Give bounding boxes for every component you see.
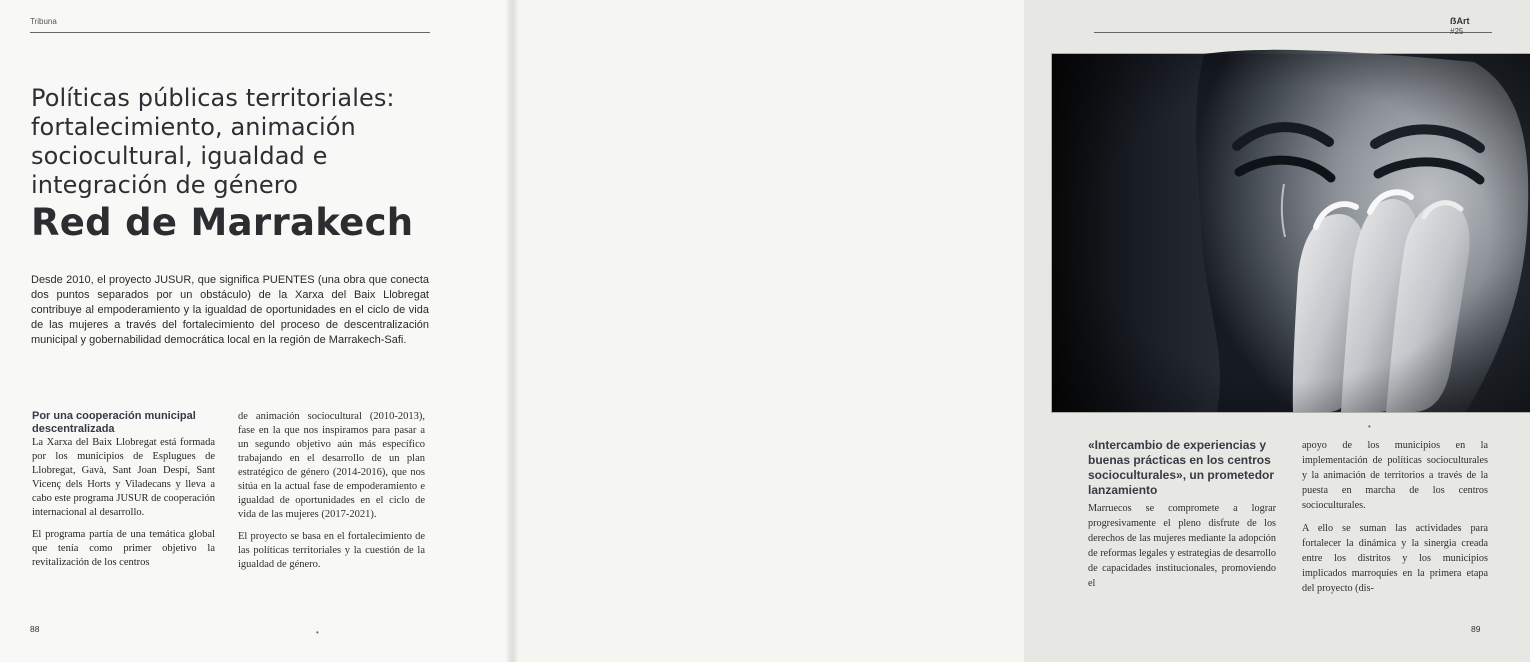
portrait-photo-art: [1052, 54, 1530, 412]
left-page: [0, 0, 512, 662]
paragraph-4: El proyecto se basa en el fortalecimiento de las políticas territoriales y la cuestión de la igualdad de género.: [238, 531, 425, 570]
intro-paragraph: Desde 2010, el proyecto JUSUR, que significa PUENTES (una obra que conecta dos puntos separados por un obstáculo) de la Xarxa del Baix Llobregat contribuye al empoderamiento y la igualdad de oportunidades en el ciclo de vida de las mujeres a través del fortalecimiento del proceso de descentralización municipal y gobernabilidad democrática local en la región de Marrakech-Safi.: [31, 274, 429, 346]
left-header-rule: [30, 32, 430, 33]
paragraph-6: apoyo de los municipios en la implementación de políticas socioculturales y la animación de territorios a través de la puesta en marcha de los centros socioculturales.: [1302, 440, 1488, 511]
right-center-mark: •: [1368, 422, 1371, 431]
issue-number: #25: [1450, 27, 1464, 36]
magazine-logo: ẞArt: [1450, 16, 1470, 26]
photo-vignette: [1052, 54, 1530, 412]
right-column-2: [1302, 438, 1488, 604]
right-page-number: 89: [1471, 624, 1481, 634]
paragraph-7: A ello se suman las actividades para fortalecer la dinámica y la sinergia creada entre los distritos y los municipios implicados marroquíes en la primera etapa del proyecto (dis-: [1302, 523, 1488, 594]
section-label: Tribuna: [30, 17, 57, 26]
paragraph-2: El programa partía de una temática global que tenía como primer objetivo la revitalización de los centros: [32, 529, 215, 568]
paragraph-1: La Xarxa del Baix Llobregat está formada por los municipios de Esplugues de Llobregat, Gavà, Sant Joan Despí, Sant Vicenç dels Horts y Viladecans y lleva a cabo este programa JUSUR de cooperación internacional al desarrollo.: [32, 437, 215, 518]
right-page: [512, 0, 1488, 662]
left-column-1: [32, 410, 215, 578]
paragraph-3: de animación sociocultural (2010-2013), fase en la que nos inspiramos para pasar a un segundo objetivo aún más específico trabajando en el desarrollo de un plan estratégico de género (2014-2016), que nos sitúa en la actual fase de empoderamiento e igualdad de oportunidades en el ciclo de vida de las mujeres (2017-2021).: [238, 411, 425, 520]
right-header-rule: [1094, 32, 1492, 33]
main-subtitle: Red de Marrakech: [31, 201, 414, 244]
paragraph-5: Marruecos se compromete a lograr progresivamente el pleno disfrute de los derechos de las mujeres mediante la adopción de reformas legales y estrategias de desarrollo de capacidades institucionales, promoviendo el: [1088, 503, 1276, 589]
portrait-photo: [1052, 54, 1530, 412]
left-center-mark: •: [316, 628, 319, 637]
right-column-1: [1088, 438, 1276, 599]
section-heading: Por una cooperación municipal descentralizada: [32, 410, 196, 435]
magazine-mark: [1450, 16, 1471, 36]
main-title: Políticas públicas territoriales: fortalecimiento, animación sociocultural, igualdad e integración de género: [31, 84, 395, 199]
left-page-number: 88: [30, 624, 40, 634]
left-column-2: [238, 410, 425, 580]
right-section-heading: «Intercambio de experiencias y buenas prácticas en los centros socioculturales», un prometedor lanzamiento: [1088, 438, 1275, 497]
